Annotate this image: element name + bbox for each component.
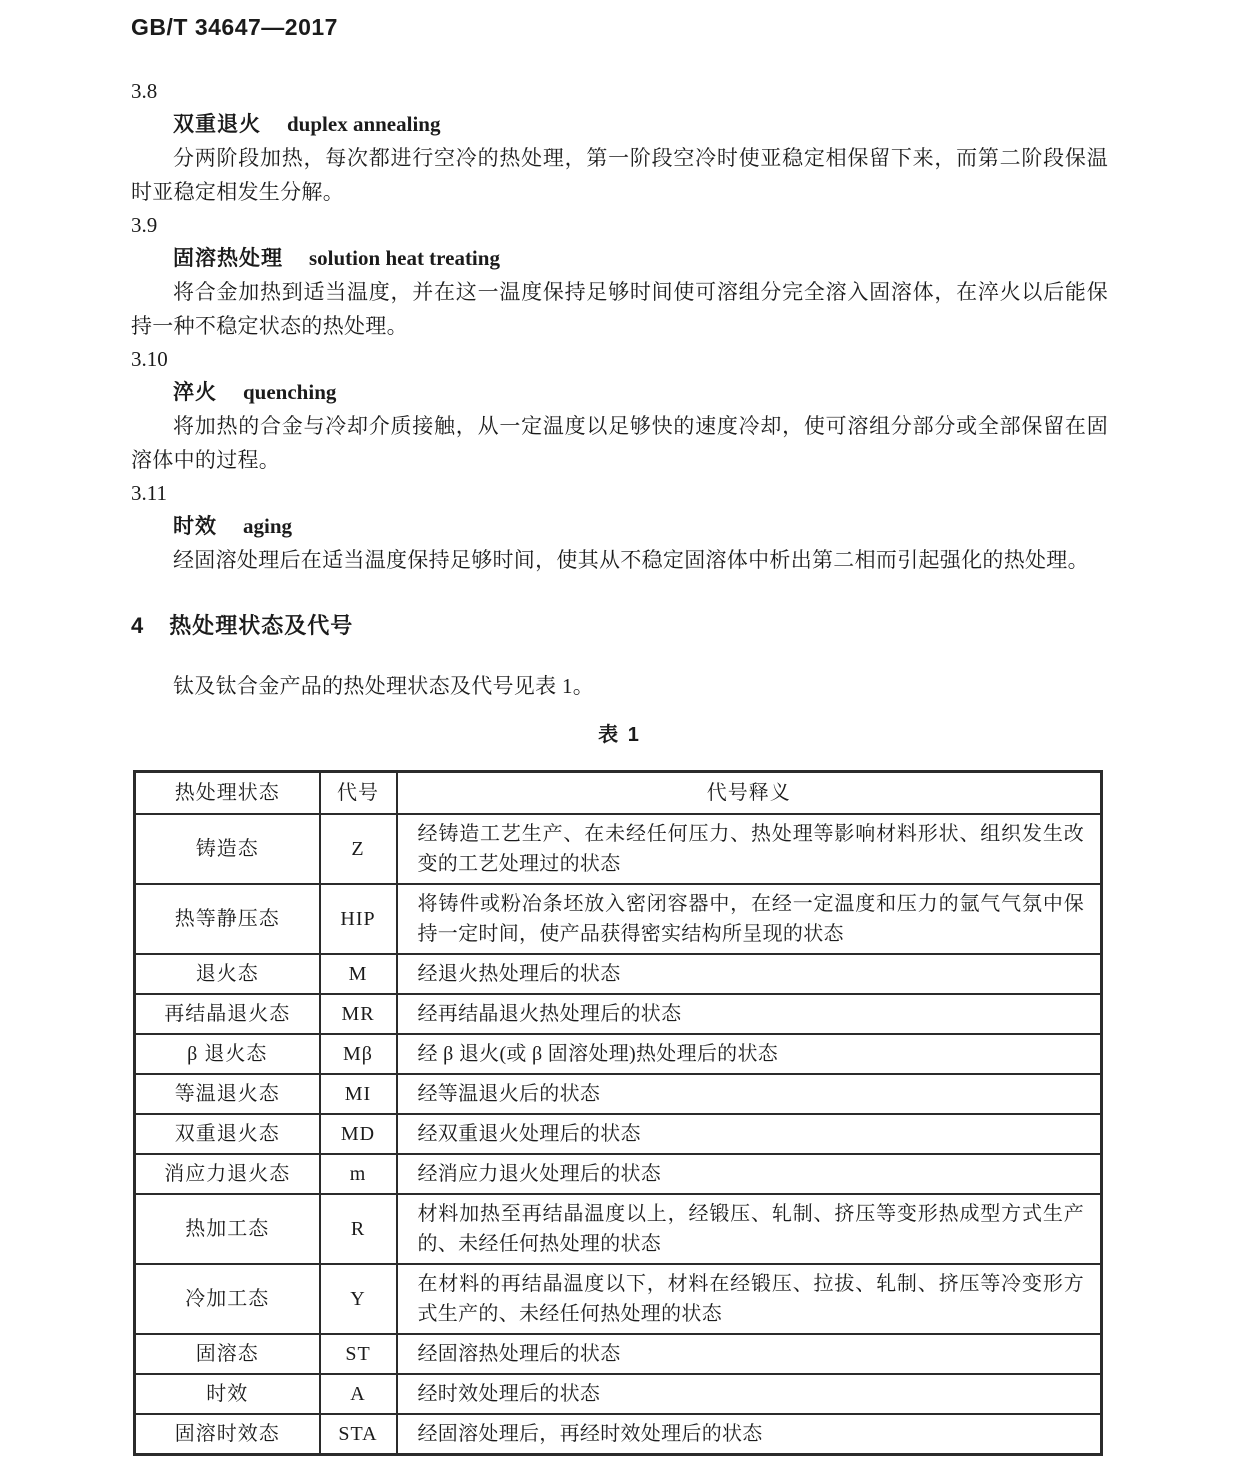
header-desc: 代号释义 <box>397 772 1102 815</box>
term-chinese: 淬火 <box>173 381 217 404</box>
table-row <box>135 884 1102 954</box>
table-row <box>135 1154 1102 1194</box>
clause-3-9 <box>131 209 1108 343</box>
state-cell: 热加工态 <box>135 1194 320 1264</box>
term-english: duplex annealing <box>287 112 441 136</box>
clause-3-8 <box>131 75 1108 209</box>
desc-cell: 经消应力退火处理后的状态 <box>397 1154 1102 1194</box>
table-row <box>135 1334 1102 1374</box>
table-row <box>135 1264 1102 1334</box>
state-cell: 热等静压态 <box>135 884 320 954</box>
code-cell: Z <box>320 814 397 884</box>
desc-cell: 经双重退火处理后的状态 <box>397 1114 1102 1154</box>
desc-cell: 经退火热处理后的状态 <box>397 954 1102 994</box>
desc-cell: 经时效处理后的状态 <box>397 1374 1102 1414</box>
definition-text: 将加热的合金与冷却介质接触，从一定温度以足够快的速度冷却，使可溶组分部分或全部保留在固溶体中的过程。 <box>131 414 1108 472</box>
state-cell: 时效 <box>135 1374 320 1414</box>
desc-cell: 经固溶处理后，再经时效处理后的状态 <box>397 1414 1102 1455</box>
desc-cell: 材料加热至再结晶温度以上，经锻压、轧制、挤压等变形热成型方式生产的、未经任何热处理的状态 <box>397 1194 1102 1264</box>
state-cell: 等温退火态 <box>135 1074 320 1114</box>
definition-text: 分两阶段加热，每次都进行空冷的热处理，第一阶段空冷时使亚稳定相保留下来，而第二阶段保温时亚稳定相发生分解。 <box>131 146 1108 204</box>
state-cell: 固溶时效态 <box>135 1414 320 1455</box>
clause-3-11 <box>131 477 1108 577</box>
term-english: aging <box>243 514 293 538</box>
header-state: 热处理状态 <box>135 772 320 815</box>
desc-cell: 将铸件或粉冶条坯放入密闭容器中，在经一定温度和压力的氩气气氛中保持一定时间，使产品获得密实结构所呈现的状态 <box>397 884 1102 954</box>
state-cell: 消应力退火态 <box>135 1154 320 1194</box>
desc-cell: 经再结晶退火热处理后的状态 <box>397 994 1102 1034</box>
state-cell: 固溶态 <box>135 1334 320 1374</box>
state-cell: 双重退火态 <box>135 1114 320 1154</box>
desc-cell: 经固溶热处理后的状态 <box>397 1334 1102 1374</box>
code-cell: MI <box>320 1074 397 1114</box>
heat-treatment-code-table <box>133 770 1103 1456</box>
table-row <box>135 954 1102 994</box>
table-row <box>135 1114 1102 1154</box>
state-cell: 再结晶退火态 <box>135 994 320 1034</box>
header-code: 代号 <box>320 772 397 815</box>
code-cell: R <box>320 1194 397 1264</box>
term-chinese: 双重退火 <box>173 113 261 136</box>
term-line <box>131 376 1108 409</box>
clause-3-10 <box>131 343 1108 477</box>
code-cell: Mβ <box>320 1034 397 1074</box>
standard-number: GB/T 34647—2017 <box>131 14 338 40</box>
term-line <box>131 108 1108 141</box>
code-cell: MR <box>320 994 397 1034</box>
definition-text: 将合金加热到适当温度，并在这一温度保持足够时间使可溶组分完全溶入固溶体，在淬火以后能保持一种不稳定状态的热处理。 <box>131 280 1108 338</box>
section-title: 热处理状态及代号 <box>169 613 354 638</box>
table-row <box>135 1414 1102 1455</box>
state-cell: β 退火态 <box>135 1034 320 1074</box>
code-cell: STA <box>320 1414 397 1455</box>
clause-number: 3.11 <box>131 481 167 505</box>
term-english: quenching <box>243 380 337 404</box>
clause-number: 3.9 <box>131 213 158 237</box>
state-cell: 铸造态 <box>135 814 320 884</box>
section-4-heading <box>131 609 1108 640</box>
state-cell: 冷加工态 <box>135 1264 320 1334</box>
section-4-intro: 钛及钛合金产品的热处理状态及代号见表 1。 <box>173 674 595 698</box>
term-chinese: 时效 <box>173 515 217 538</box>
term-english: solution heat treating <box>309 246 500 270</box>
term-line <box>131 242 1108 275</box>
term-chinese: 固溶热处理 <box>173 247 283 270</box>
code-cell: m <box>320 1154 397 1194</box>
definition-text: 经固溶处理后在适当温度保持足够时间，使其从不稳定固溶体中析出第二相而引起强化的热处理。 <box>173 548 1089 572</box>
code-cell: ST <box>320 1334 397 1374</box>
term-line <box>131 510 1108 543</box>
desc-cell: 经等温退火后的状态 <box>397 1074 1102 1114</box>
table-row <box>135 814 1102 884</box>
table-row <box>135 1034 1102 1074</box>
section-number: 4 <box>131 613 144 638</box>
clause-number: 3.10 <box>131 347 168 371</box>
table-header-row <box>135 772 1102 815</box>
code-cell: HIP <box>320 884 397 954</box>
table-caption: 表 1 <box>598 724 641 746</box>
table-row <box>135 1374 1102 1414</box>
desc-cell: 经 β 退火(或 β 固溶处理)热处理后的状态 <box>397 1034 1102 1074</box>
state-cell: 退火态 <box>135 954 320 994</box>
clause-number: 3.8 <box>131 79 158 103</box>
code-cell: Y <box>320 1264 397 1334</box>
code-cell: M <box>320 954 397 994</box>
table-row <box>135 1194 1102 1264</box>
table-row <box>135 1074 1102 1114</box>
desc-cell: 在材料的再结晶温度以下，材料在经锻压、拉拔、轧制、挤压等冷变形方式生产的、未经任何热处理的状态 <box>397 1264 1102 1334</box>
code-cell: A <box>320 1374 397 1414</box>
table-row <box>135 994 1102 1034</box>
desc-cell: 经铸造工艺生产、在未经任何压力、热处理等影响材料形状、组织发生改变的工艺处理过的状态 <box>397 814 1102 884</box>
code-cell: MD <box>320 1114 397 1154</box>
